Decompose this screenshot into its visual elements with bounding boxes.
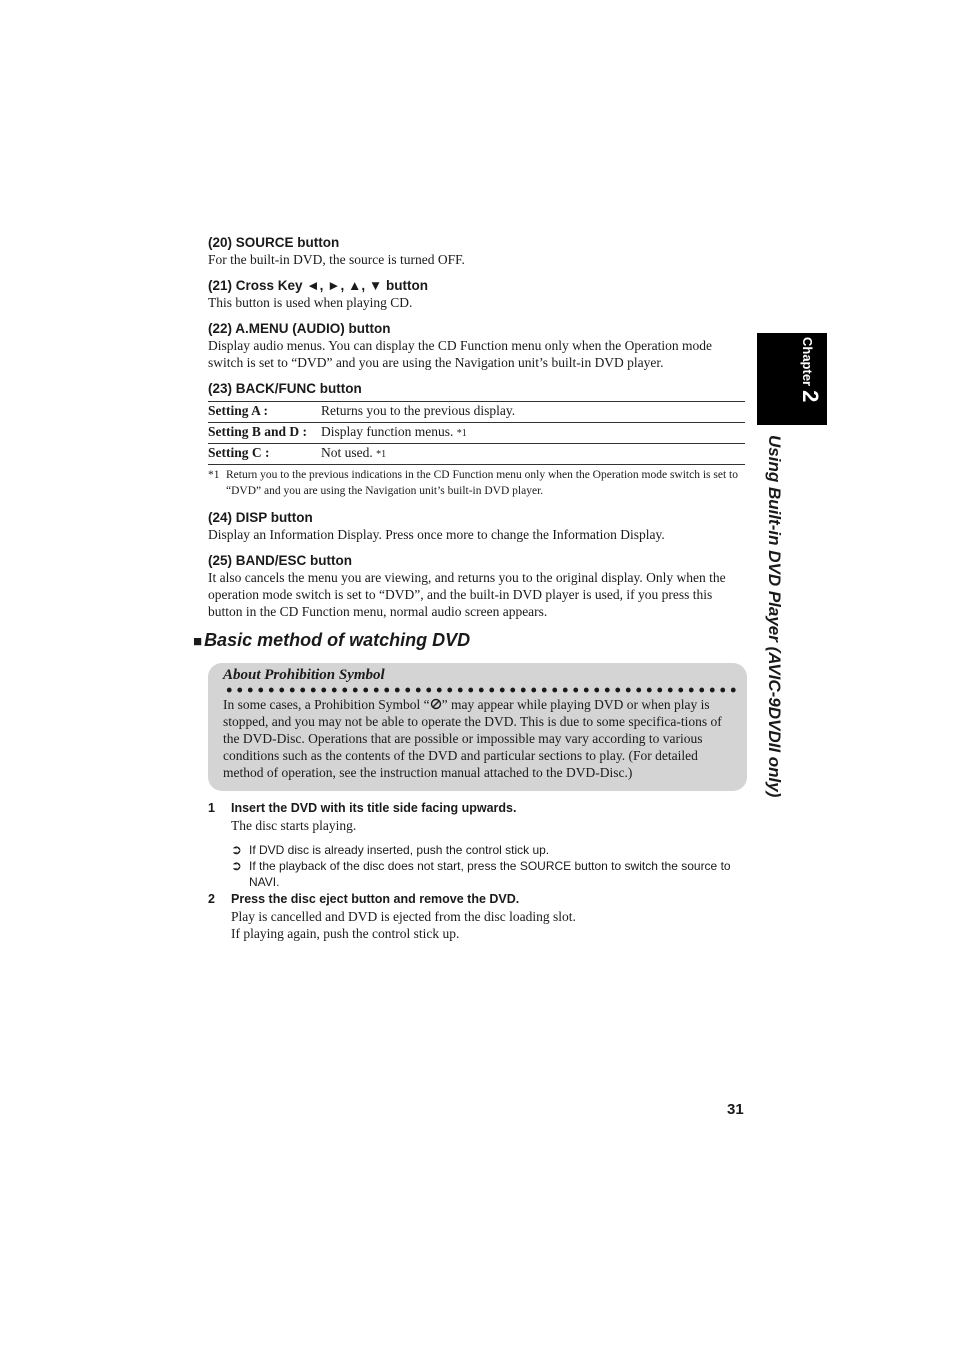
table-row <box>208 402 745 423</box>
item-heading: (24) DISP button <box>208 510 313 525</box>
info-text-after: ” may appear while playing DVD or when play is stopped, and you may not be able to operate the DVD. This is due to some specifica-tions of the DVD-Disc. Operations that are possible or impossible may vary according to various conditions such as the contents of the DVD and particular sections to play. (For detailed method of operation, see the instruction manual attached to the DVD-Disc.) <box>223 697 722 780</box>
item-text: Display an Information Display. Press once more to change the Information Display. <box>208 527 665 542</box>
settings-table <box>208 401 745 465</box>
item-heading: (22) A.MENU (AUDIO) button <box>208 321 391 336</box>
step-heading-text: Insert the DVD with its title side facing upwards. <box>231 801 517 815</box>
item-heading: (23) BACK/FUNC button <box>208 381 362 396</box>
note-text: If DVD disc is already inserted, push the control stick up. <box>249 843 550 857</box>
setting-key: Setting A : <box>208 403 269 418</box>
item-text: It also cancels the menu you are viewing, and returns you to the original display. Only when the operation mode switch is set to “DVD”, and the built-in DVD player is used, if you press this button in the CD Function menu, normal audio screen appears. <box>208 570 726 619</box>
setting-key: Setting B and D : <box>208 424 308 439</box>
chapter-label: Chapter <box>800 337 815 387</box>
info-text-before: In some cases, a Prohibition Symbol “ <box>223 697 430 712</box>
item-heading <box>208 277 745 294</box>
table-row <box>208 444 745 465</box>
section-title <box>193 630 470 651</box>
dotted-divider <box>224 687 736 693</box>
note-text: If the playback of the disc does not start, press the SOURCE button to switch the source to NAVI. <box>249 859 731 889</box>
section-title-text: Basic method of watching DVD <box>204 630 471 650</box>
item-heading: (25) BAND/ESC button <box>208 553 352 568</box>
footnote-ref: *1 <box>456 428 467 439</box>
step-heading <box>208 891 745 908</box>
cross-key-arrows-icon: ◄, ►, ▲, ▼ <box>306 278 383 293</box>
info-box-text <box>223 696 733 781</box>
chapter-side-title: Using Built-in DVD Player (AVIC-9DVDII only) <box>765 435 784 798</box>
note-item <box>231 858 745 890</box>
step-number: 2 <box>208 892 215 906</box>
info-box-title: About Prohibition Symbol <box>223 667 385 683</box>
main-content <box>208 234 745 629</box>
chapter-tab-label <box>761 337 823 421</box>
step-text: Play is cancelled and DVD is ejected from the disc loading slot. <box>231 909 576 924</box>
item-text: This button is used when playing CD. <box>208 295 413 310</box>
note-arrow-icon: ➲ <box>231 858 242 873</box>
note-item <box>231 842 745 858</box>
footnote <box>208 467 745 499</box>
setting-value-text: Not used. <box>321 445 377 460</box>
item-heading: (20) SOURCE button <box>208 235 340 250</box>
note-arrow-icon: ➲ <box>231 842 242 857</box>
step-text: If playing again, push the control stick up. <box>231 926 460 941</box>
footnote-text: Return you to the previous indications in the CD Function menu only when the Operation mode switch is set to “DVD” and you are using the Navigation unit’s built-in DVD player. <box>226 469 738 497</box>
table-row <box>208 423 745 444</box>
steps-list <box>208 800 745 942</box>
prohibition-icon <box>430 698 442 710</box>
setting-value <box>321 402 745 423</box>
step-heading <box>208 800 745 817</box>
chapter-number: 2 <box>798 390 823 403</box>
page-number: 31 <box>727 1101 744 1118</box>
setting-value <box>321 423 745 444</box>
step-number: 1 <box>208 801 215 815</box>
item-text: For the built-in DVD, the source is turned OFF. <box>208 252 465 267</box>
footnote-mark: *1 <box>208 469 220 481</box>
heading-suffix: button <box>382 278 428 293</box>
setting-value-text: Display function menus. <box>321 424 457 439</box>
setting-key: Setting C : <box>208 445 270 460</box>
heading-prefix: (21) Cross Key <box>208 278 307 293</box>
step-text: The disc starts playing. <box>231 818 357 833</box>
info-box <box>208 663 747 791</box>
step-heading-text: Press the disc eject button and remove the DVD. <box>231 892 520 906</box>
chapter-tab <box>757 333 827 425</box>
square-bullet-icon: ■ <box>193 633 203 650</box>
setting-value-text: Returns you to the previous display. <box>321 403 516 418</box>
item-text: Display audio menus. You can display the CD Function menu only when the Operation mode switch is set to “DVD” and you are using the Navigation unit’s built-in DVD player. <box>208 338 712 370</box>
footnote-ref: *1 <box>376 449 387 460</box>
setting-value <box>321 444 745 465</box>
